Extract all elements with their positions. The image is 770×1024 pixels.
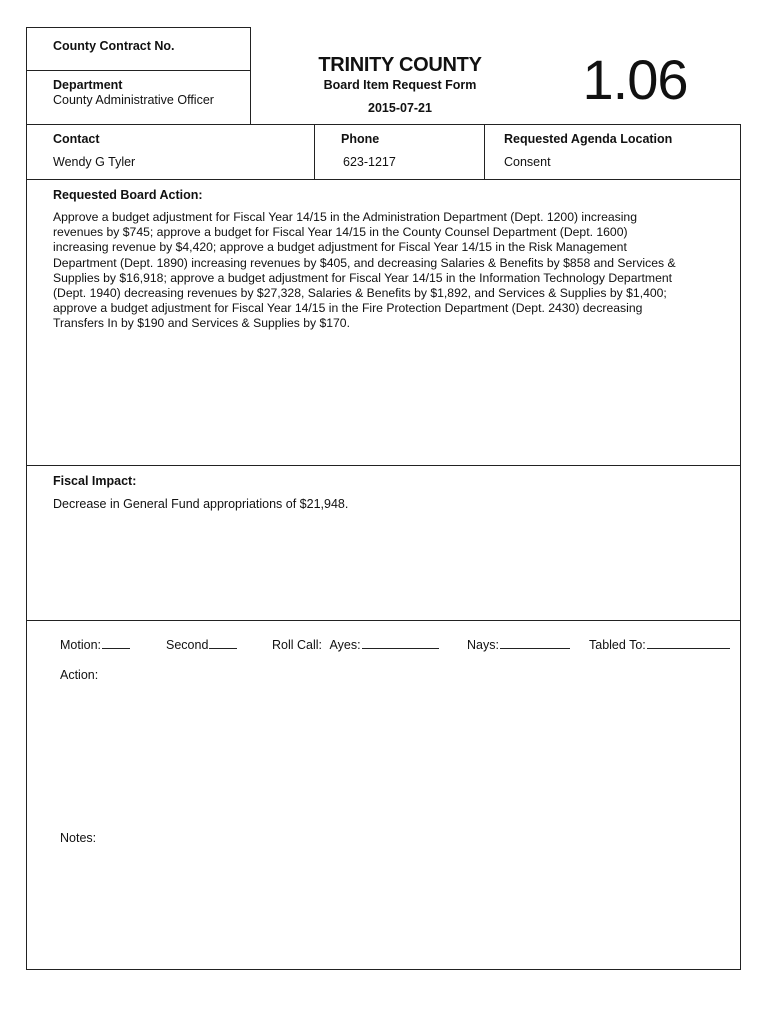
nays-blank[interactable]: [500, 637, 570, 649]
header-left-right-border: [250, 27, 251, 124]
board-action-line: Transfers In by $190 and Services & Supplies by $170.: [53, 316, 350, 331]
tabled-field[interactable]: [589, 637, 730, 652]
motion-field[interactable]: [60, 637, 130, 652]
fiscal-impact-label: Fiscal Impact:: [53, 474, 137, 488]
action-section-divider: [26, 465, 741, 466]
item-number: 1.06: [582, 48, 688, 111]
county-title: TRINITY COUNTY: [318, 54, 482, 76]
nays-label: Nays:: [467, 638, 499, 652]
fiscal-section-divider: [26, 620, 741, 621]
board-action-line: Supplies by $16,918; approve a budget adjustment for Fiscal Year 14/15 in the Information Technology Department: [53, 270, 673, 285]
fiscal-impact-text: Decrease in General Fund appropriations of $21,948.: [53, 497, 349, 511]
board-action-line: revenues by $745; approve a budget for Fiscal Year 14/15 in the County Counsel Department (Dept. 1600): [53, 225, 628, 240]
nays-field[interactable]: [467, 637, 570, 652]
agenda-location-value: Consent: [504, 155, 551, 169]
board-action-line: approve a budget adjustment for Fiscal Year 14/15 in the Fire Protection Department (Dept. 2430) decreasing: [53, 301, 643, 316]
department-label: Department: [53, 78, 123, 92]
board-action-line: (Dept. 1940) decreasing revenues by $27,328, Salaries & Benefits by $1,892, and Services & Supplies by $1,400;: [53, 286, 667, 301]
tabled-blank[interactable]: [647, 637, 730, 649]
phone-label: Phone: [341, 132, 380, 146]
board-action-label: Requested Board Action:: [53, 188, 203, 202]
rollcall-label: Roll Call:: [272, 638, 323, 652]
agenda-location-label: Requested Agenda Location: [504, 132, 673, 146]
ayes-label: Ayes:: [329, 638, 361, 652]
contact-value: Wendy G Tyler: [53, 155, 136, 169]
second-field[interactable]: [166, 637, 237, 652]
motion-label: Motion:: [60, 638, 101, 652]
second-label: Second: [166, 638, 209, 652]
header-left-top-border: [26, 27, 250, 28]
board-action-line: Approve a budget adjustment for Fiscal Year 14/15 in the Administration Department (Dept. 1200) increasing: [53, 210, 637, 224]
contact-label: Contact: [53, 132, 100, 146]
action-label: Action:: [60, 668, 99, 682]
form-left-border: [26, 27, 27, 970]
phone-value: 623-1217: [343, 155, 396, 169]
phone-col-divider: [314, 124, 315, 180]
form-top-border: [26, 124, 741, 125]
form-bottom-border: [26, 969, 741, 970]
board-action-line: Department (Dept. 1890) increasing revenues by $405, and decreasing Salaries & Benefits by $858 and Services &: [53, 255, 676, 270]
form-date: 2015-07-21: [368, 101, 432, 115]
form-title: Board Item Request Form: [323, 78, 477, 92]
tabled-label: Tabled To:: [589, 638, 646, 652]
motion-blank[interactable]: [102, 637, 130, 649]
contract-number-label: County Contract No.: [53, 39, 175, 53]
board-action-line: increasing revenue by $4,420; approve a budget adjustment for Fiscal Year 14/15 in the Risk Management: [53, 240, 627, 255]
agenda-col-divider: [484, 124, 485, 180]
department-value: County Administrative Officer: [53, 93, 214, 107]
header-left-divider: [26, 70, 250, 71]
second-blank[interactable]: [209, 637, 237, 649]
form-right-border: [740, 124, 741, 970]
board-action-text: [53, 210, 733, 332]
rollcall-field: [272, 637, 439, 652]
ayes-blank[interactable]: [362, 637, 439, 649]
notes-label: Notes:: [60, 831, 97, 845]
contact-row-divider: [26, 179, 741, 180]
